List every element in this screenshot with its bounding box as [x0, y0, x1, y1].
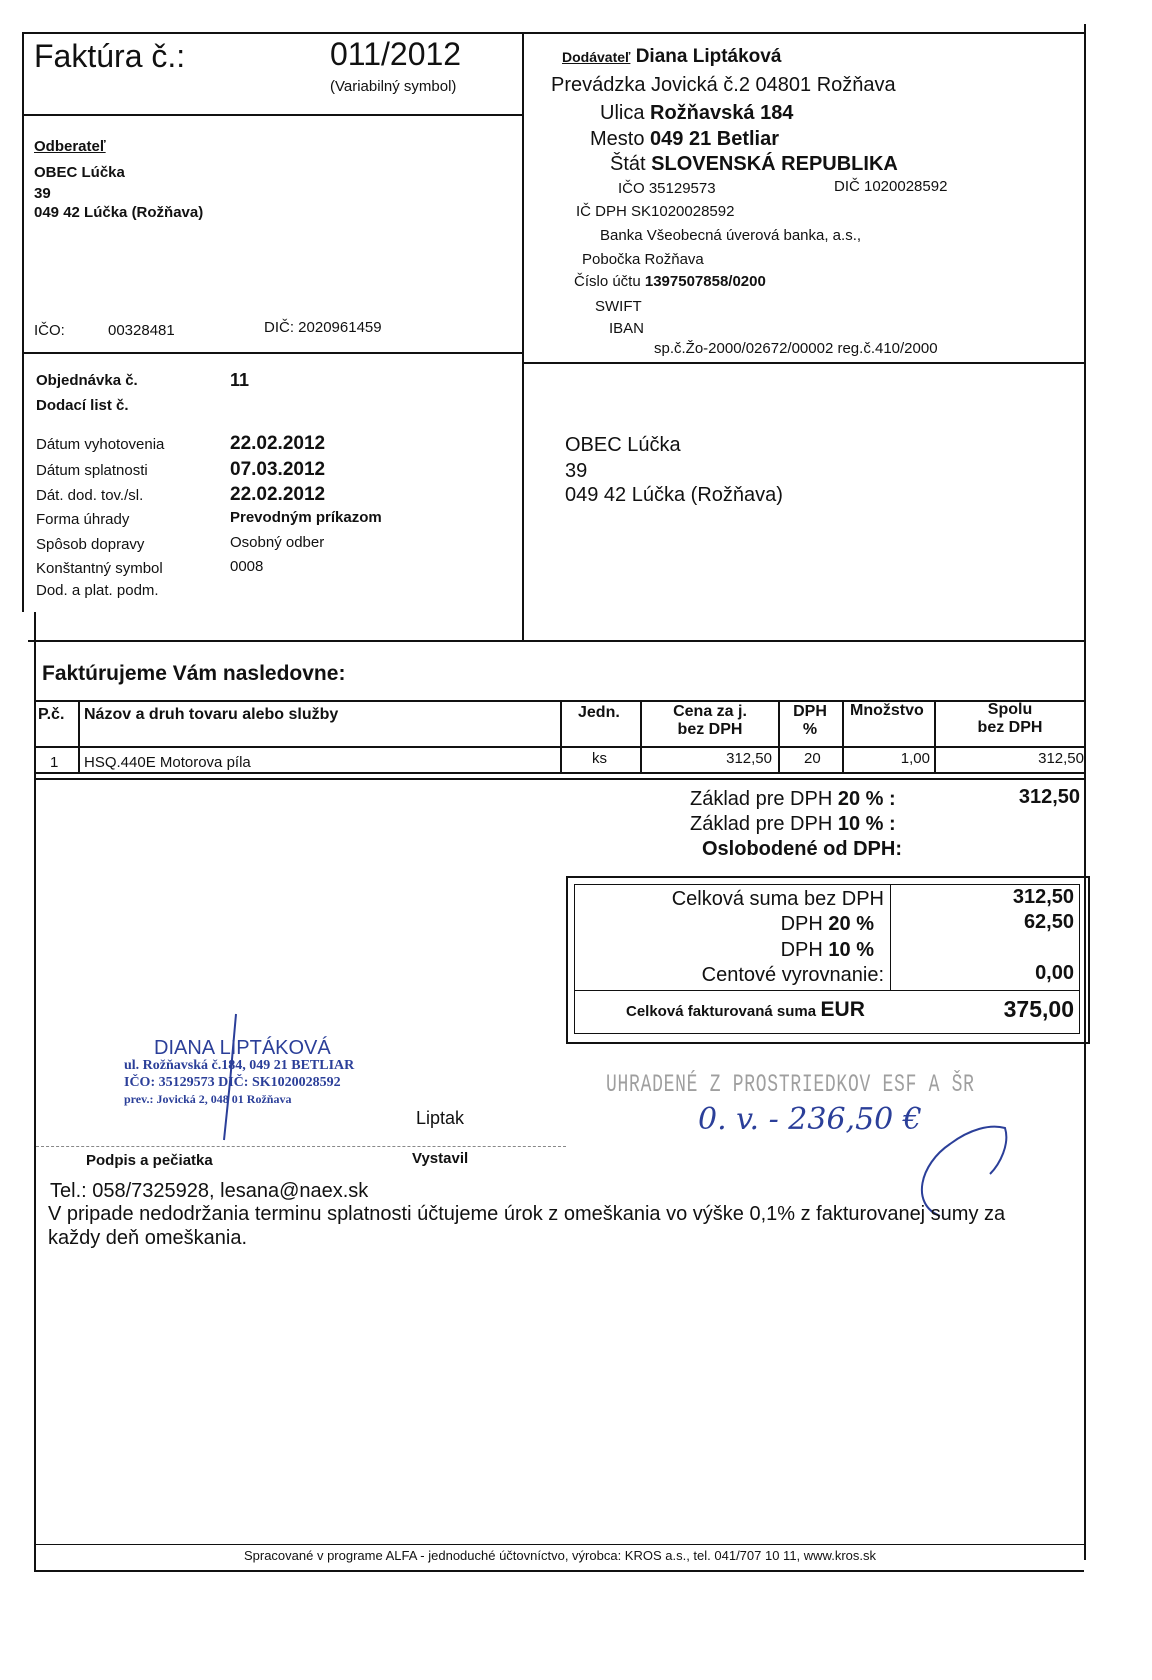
- supplier-stat-row: [610, 153, 898, 176]
- date-row-value: Prevodným príkazom: [230, 509, 382, 526]
- td-spolu: 312,50: [1038, 750, 1084, 767]
- stamp-line-3: IČO: 35129573 DIČ: SK1020028592: [124, 1075, 341, 1090]
- date-row-value: 22.02.2012: [230, 433, 326, 454]
- total-final-label: Celková fakturovaná suma: [626, 1003, 817, 1020]
- supplier-mesto-label: Mesto: [590, 128, 645, 150]
- supplier-prevadzka: Prevádzka Jovická č.2 04801 Rožňava: [551, 74, 896, 96]
- supplier-banka-row: [600, 227, 861, 244]
- invoice-number-note: (Variabilný symbol): [330, 78, 457, 95]
- frame-top: [22, 32, 1086, 34]
- date-row-label: Dod. a plat. podm.: [36, 582, 159, 599]
- footer-line: [36, 1544, 1084, 1545]
- supplier-bottom-line: [524, 362, 1084, 364]
- delivery-street: 39: [565, 460, 588, 482]
- total-dph10-label: DPH: [780, 939, 823, 961]
- table-double-line: [34, 778, 1086, 780]
- col-sep-3: [640, 700, 642, 772]
- delivery-city: 049 42 Lúčka (Rožňava): [565, 484, 783, 506]
- supplier-iban-label: IBAN: [609, 320, 645, 337]
- buyer-ico-label: IČO:: [34, 322, 65, 339]
- date-row-label: Forma úhrady: [36, 511, 130, 528]
- base-10-label: Základ pre DPH: [690, 813, 833, 835]
- th-spolu-2: bez DPH: [977, 719, 1043, 736]
- total-dph20-rate: 20 %: [828, 913, 874, 935]
- base-20-rate: 20 % :: [837, 788, 896, 810]
- th-jedn: Jedn.: [578, 704, 620, 721]
- date-row-label: Dátum splatnosti: [36, 462, 148, 479]
- total-dph20-label: DPH: [780, 913, 823, 935]
- buyer-ico: 00328481: [108, 322, 175, 339]
- exempt-label: Oslobodené od DPH:: [702, 838, 902, 860]
- th-dph: [780, 703, 840, 739]
- supplier-swift-label: SWIFT: [595, 298, 642, 315]
- th-pc: P.č.: [38, 706, 65, 723]
- date-row-label: Dátum vyhotovenia: [36, 436, 165, 453]
- total-bez-dph: 312,50: [1012, 886, 1074, 908]
- th-nazov: Názov a druh tovaru alebo služby: [84, 706, 339, 723]
- date-row-label: Spôsob dopravy: [36, 536, 145, 553]
- td-cena: 312,50: [726, 750, 772, 767]
- buyer-city: 049 42 Lúčka (Rožňava): [34, 204, 204, 221]
- delivery-note-label: Dodací list č.: [36, 397, 129, 414]
- td-mnozstvo: 1,00: [900, 750, 930, 767]
- th-mnozstvo: Množstvo: [850, 702, 924, 719]
- total-final: 375,00: [1003, 996, 1074, 1022]
- paid-stamp: UHRADENÉ Z PROSTRIEDKOV ESF A ŠR: [606, 1070, 975, 1099]
- td-nazov: HSQ.440E Motorova píla: [84, 754, 251, 771]
- total-centove: 0,00: [1035, 962, 1074, 984]
- date-row-value: Osobný odber: [230, 534, 325, 551]
- supplier-ucet-row: [574, 273, 766, 290]
- total-dph20: 62,50: [1023, 911, 1074, 933]
- totals-final-line: [574, 990, 1080, 991]
- th-spolu: [940, 701, 1080, 737]
- supplier-mesto-row: [590, 128, 779, 151]
- base-20-label: Základ pre DPH: [690, 788, 833, 810]
- handwritten-amount: 0. v. - 236,50 €: [698, 1102, 922, 1137]
- th-cena-1: Cena za j.: [673, 703, 747, 720]
- td-jedn: ks: [592, 750, 607, 767]
- total-currency: EUR: [820, 998, 865, 1021]
- frame-right: [1084, 24, 1086, 1560]
- supplier-ulica-row: [600, 102, 793, 125]
- info-bottom-line: [28, 640, 1086, 642]
- supplier-heading: Dodávateľ: [562, 49, 631, 65]
- issuer-name: Liptak: [416, 1108, 465, 1128]
- base-20-value: 312,50: [1018, 786, 1080, 808]
- buyer-heading: Odberateľ: [34, 138, 106, 155]
- supplier-ico: IČO 35129573: [618, 180, 716, 197]
- total-bez-dph-label: Celková suma bez DPH: [671, 888, 884, 910]
- invoice-number: 011/2012: [330, 36, 462, 72]
- th-cena-2: bez DPH: [677, 721, 743, 738]
- late-payment-note: V pripade nedodržania terminu splatnosti účtujeme úrok z omeškania vo výške 0,1% z fakturovanej sumy za každy deň omeškania.: [48, 1203, 1006, 1249]
- frame-bottom: [34, 1570, 1084, 1572]
- base-10-rate: 10 % :: [837, 813, 896, 835]
- supplier-ucet: 1397507858/0200: [644, 273, 766, 290]
- total-dph20-row: [580, 913, 874, 936]
- frame-left-upper: [22, 32, 24, 612]
- supplier-icdph: IČ DPH SK1020028592: [576, 203, 735, 220]
- col-sep-1: [78, 700, 80, 772]
- buyer-bottom-line: [22, 352, 522, 354]
- title-bottom-line: [22, 114, 522, 116]
- table-row-bottom: [34, 772, 1086, 774]
- date-row-value: 07.03.2012: [230, 459, 326, 480]
- signature-label: Podpis a pečiatka: [86, 1152, 213, 1169]
- invoice-title: Faktúra č.:: [34, 38, 186, 74]
- total-dph10-rate: 10 %: [828, 939, 874, 961]
- date-row-value: 0008: [230, 558, 264, 575]
- totals-divider: [890, 884, 891, 990]
- buyer-street: 39: [34, 185, 51, 202]
- buyer-dic: DIČ: 2020961459: [264, 319, 382, 336]
- supplier-name: Diana Liptáková: [635, 46, 782, 67]
- date-row-label: Konštantný symbol: [36, 560, 163, 577]
- header-divider: [522, 32, 524, 642]
- supplier-mesto: 049 21 Betliar: [650, 128, 780, 150]
- order-number: 11: [230, 370, 250, 390]
- supplier-stat: SLOVENSKÁ REPUBLIKA: [651, 153, 898, 175]
- supplier-pobocka-label: Pobočka: [582, 251, 641, 268]
- supplier-heading-row: [562, 46, 781, 68]
- th-spolu-1: Spolu: [987, 701, 1033, 718]
- supplier-dic: DIČ 1020028592: [834, 178, 948, 195]
- base-20-row: [690, 788, 896, 811]
- total-centove-label: Centové vyrovnanie:: [701, 964, 884, 986]
- contact-line: Tel.: 058/7325928, lesana@naex.sk: [50, 1180, 369, 1202]
- th-dph-2: %: [802, 721, 818, 738]
- base-10-row: [690, 813, 896, 836]
- supplier-banka-label: Banka: [600, 227, 643, 244]
- total-final-row: [626, 998, 865, 1022]
- col-sep-2: [560, 700, 562, 772]
- supplier-ulica: Rožňavská 184: [650, 102, 794, 124]
- th-dph-1: DPH: [793, 703, 827, 720]
- td-pc: 1: [50, 754, 59, 771]
- col-sep-5: [842, 700, 844, 772]
- issued-label: Vystavil: [412, 1150, 469, 1167]
- supplier-registration: sp.č.Žo-2000/02672/00002 reg.č.410/2000: [654, 340, 938, 357]
- delivery-name: OBEC Lúčka: [565, 434, 681, 456]
- frame-left-lower: [34, 612, 36, 1572]
- td-dph: 20: [804, 750, 821, 767]
- signature-mark: [200, 1012, 260, 1142]
- supplier-ulica-label: Ulica: [600, 102, 645, 124]
- supplier-pobocka-row: [582, 251, 704, 268]
- date-row-label: Dát. dod. tov./sl.: [36, 487, 144, 504]
- supplier-stat-label: Štát: [610, 153, 646, 175]
- footer-text: Spracované v programe ALFA - jednoduché účtovníctvo, výrobca: KROS a.s., tel. 041/707 10 11, www.kros.sk: [243, 1548, 877, 1563]
- supplier-pobocka: Rožňava: [644, 251, 704, 268]
- signature-line: [36, 1146, 566, 1147]
- buyer-name: OBEC Lúčka: [34, 164, 125, 181]
- date-row-value: 22.02.2012: [230, 484, 326, 505]
- stamp-line-1: DIANA LIPTÁKOVÁ: [154, 1037, 331, 1059]
- supplier-ucet-label: Číslo účtu: [574, 273, 641, 290]
- stamp-line-2: ul. Rožňavská č.184, 049 21 BETLIAR: [124, 1058, 355, 1073]
- th-cena: [650, 703, 770, 739]
- stamp-line-4: prev.: Jovická 2, 048 01 Rožňava: [124, 1092, 292, 1106]
- supplier-banka: Všeobecná úverová banka, a.s.,: [646, 227, 862, 244]
- total-dph10-row: [580, 939, 874, 962]
- items-heading: Faktúrujeme Vám nasledovne:: [42, 662, 346, 685]
- order-label: Objednávka č.: [36, 372, 138, 389]
- col-sep-6: [934, 700, 936, 772]
